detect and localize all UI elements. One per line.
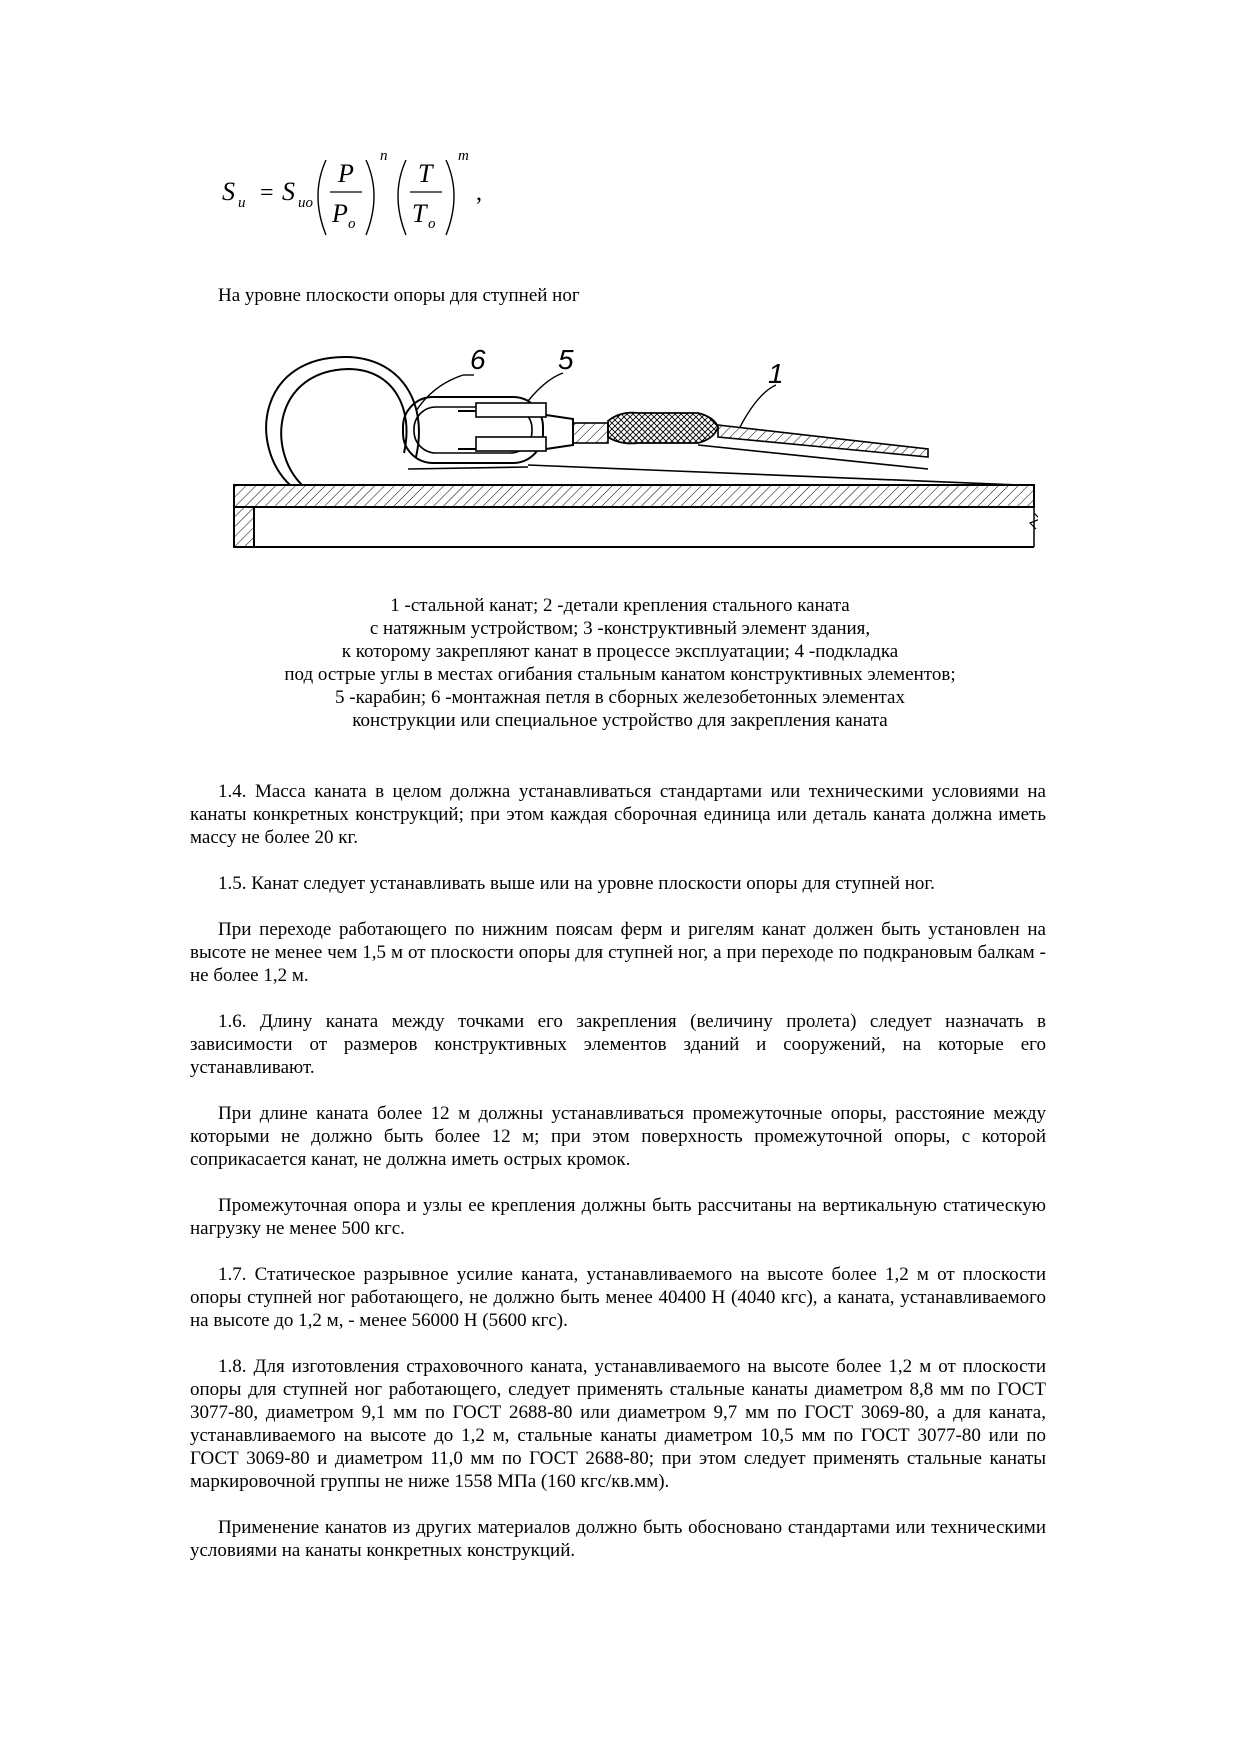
paren-left-1 (318, 160, 326, 235)
paren-right-1 (366, 160, 374, 235)
frac2-den-sub: o (428, 216, 436, 232)
formula-rhs-sub: uo (298, 195, 313, 211)
caption-line: 1 -стальной канат; 2 -детали крепления стального каната (390, 595, 850, 616)
paragraph-transition-height: При переходе работающего по нижним поясам ферм и ригелям канат должен быть установлен на высоте не менее чем 1,5 м от плоскости опоры для ступней ног, а при переходе по подкрановым балкам - не более 1,2 м. (190, 919, 1046, 986)
caption-line: 5 -карабин; 6 -монтажная петля в сборных железобетонных элементах (335, 687, 905, 708)
formula-exp-m: m (458, 150, 469, 164)
formula-rhs: S (282, 177, 295, 206)
caption-line: к которому закрепляют канат в процессе эксплуатации; 4 -подкладка (341, 641, 899, 662)
frac1-den-sub: o (348, 216, 356, 232)
formula-exp-n: n (380, 150, 388, 164)
paragraph-1-4: 1.4. Масса каната в целом должна устанавливаться стандартами или техническими условиями на канаты конкретных конструкций; при этом каждая сборочная единица или деталь каната должна иметь массу не более 20 кг. (190, 781, 1046, 848)
paragraph-other-materials: Применение канатов из других материалов должно быть обосновано стандартами или техническими условиями на канаты конкретных конструкций. (190, 1517, 1046, 1561)
caption-line: с натяжным устройством; 3 -конструктивный элемент здания, (369, 618, 871, 639)
formula-equals: = (260, 180, 274, 206)
section-subheading: На уровне плоскости опоры для ступней ног (218, 285, 580, 306)
mounting-loop (266, 357, 419, 485)
frac1-denominator: P (332, 199, 348, 228)
structural-element (234, 485, 1038, 547)
paragraph-intermediate-supports: При длине каната более 12 м должны устанавливаться промежуточные опоры, расстояние между которыми не должно быть более 12 м; при этом поверхность промежуточной опоры, с которой соприкасается канат, не должна иметь острых кромок. (190, 1103, 1046, 1170)
formula-comma: , (476, 180, 482, 206)
figure-label-1: 1 (768, 358, 784, 389)
rope-attachment-figure (228, 345, 1038, 555)
caption-line: конструкции или специальное устройство для закрепления каната (352, 710, 888, 731)
figure-label-6: 6 (470, 345, 486, 375)
paren-right-2 (446, 160, 454, 235)
frac1-numerator: P (338, 159, 354, 188)
caption-line: под острые углы в местах огибания стальным канатом конструктивных элементов; (284, 664, 956, 685)
figure-caption (180, 594, 1060, 732)
paragraph-1-6: 1.6. Длину каната между точками его закрепления (величину пролета) следует назначать в зависимости от размеров конструктивных элементов зданий и сооружений, на которые его устанавливают. (190, 1011, 1046, 1078)
paragraph-1-7: 1.7. Статическое разрывное усилие каната, устанавливаемого на высоте более 1,2 м от плоскости опоры ступней ног работающего, не должно быть менее 40400 Н (4040 кгс), а каната, устанавливаемого на высоте до 1,2 м, - менее 56000 Н (5600 кгс). (190, 1264, 1046, 1331)
carabiner (403, 397, 546, 463)
paren-left-2 (398, 160, 406, 235)
figure-callouts (416, 345, 784, 427)
paragraph-1-8: 1.8. Для изготовления страховочного каната, устанавливаемого на высоте более 1,2 м от плоскости опоры для ступней ног работающего, следует применять стальные канаты диаметром 8,8 мм по ГОСТ 3077-80, диаметром 9,1 мм по ГОСТ 2688-80 или диаметром 9,7 мм по ГОСТ 3069-80, а для каната, устанавливаемого на высоте до 1,2 м, стальные канаты диаметром 10,5 мм по ГОСТ 3077-80 или по ГОСТ 3069-80 и диаметром 11,0 мм по ГОСТ 2688-80; при этом следует применять стальные канаты маркировочной группы не ниже 1558 МПа (160 кгс/кв.мм). (190, 1356, 1046, 1492)
formula-lhs: S (222, 177, 235, 206)
frac2-numerator: T (418, 159, 433, 188)
formula (222, 150, 502, 250)
paragraph-support-load: Промежуточная опора и узлы ее крепления должны быть рассчитаны на вертикальную статическую нагрузку не менее 500 кгс. (190, 1195, 1046, 1239)
paragraph-1-5: 1.5. Канат следует устанавливать выше или на уровне плоскости опоры для ступней ног. (218, 873, 935, 894)
body-text (190, 780, 1046, 1562)
frac2-denominator: T (412, 199, 427, 228)
formula-lhs-sub: u (238, 195, 246, 211)
figure-label-5: 5 (558, 345, 574, 375)
